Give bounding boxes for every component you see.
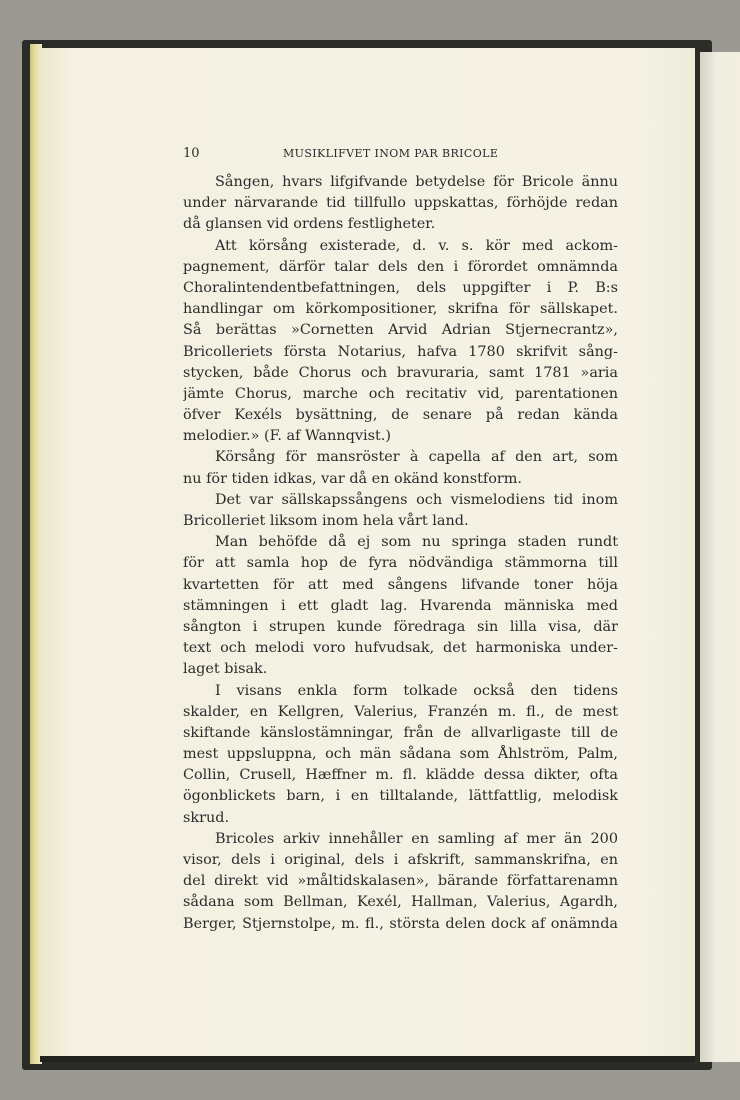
facing-page-edge	[700, 52, 740, 1062]
text-line: visor, dels i original, dels i afskrift, sammanskrifna, en	[183, 852, 618, 868]
text-line: ögonblickets barn, i en tilltalande, lättfattlig, melodisk	[183, 788, 618, 805]
text-line: text och melodi voro hufvudsak, det harmoniska under-	[183, 640, 618, 657]
text-line: för att samla hop de fyra nödvändiga stämmorna till	[183, 555, 618, 572]
text-line: skalder, en Kellgren, Valerius, Franzén m. fl., de mest	[183, 703, 618, 720]
text-line: öfver Kexéls bysättning, de senare på redan kända	[183, 407, 618, 424]
running-head	[183, 146, 618, 162]
page-bottom-shadow	[40, 1056, 695, 1062]
text-line: sångton i strupen kunde föredraga sin lilla visa, där	[183, 618, 618, 635]
text-line: jämte Chorus, marche och recitativ vid, parentationen	[183, 385, 618, 402]
text-line: nu för tiden idkas, var då en okänd konstform.	[183, 470, 522, 487]
text-line: Berger, Stjernstolpe, m. fl., största delen dock af onämnda	[183, 915, 618, 932]
text-line: under närvarande tid tillfullo uppskattas, förhöjde redan	[183, 195, 618, 212]
text-line: melodier.» (F. af Wannqvist.)	[183, 428, 391, 445]
running-title: MUSIKLIFVET INOM PAR BRICOLE	[283, 147, 499, 160]
text-line: Bricoles arkiv innehåller en samling af mer än 200	[215, 830, 618, 847]
text-line: kvartetten för att med sångens lifvande toner höja	[183, 576, 618, 593]
text-line: Det var sällskapssångens och vismelodiens tid inom	[215, 491, 618, 508]
text-line: laget bisak.	[183, 661, 268, 678]
text-line: då glansen vid ordens festligheter.	[183, 216, 436, 233]
text-line: del direkt vid »måltidskalasen», bärande författarenamn	[183, 873, 618, 890]
text-line: Choralintendentbefattningen, dels uppgifter i P. B:s	[183, 279, 618, 296]
text-line: Bricolleriets första Notarius, hafva 1780 skrifvit sång-	[183, 343, 618, 360]
text-line: stycken, både Chorus och bravuraria, samt 1781 »aria	[183, 364, 618, 381]
text-line: Så berättas »Cornetten Arvid Adrian Stjernecrantz»,	[183, 322, 618, 339]
body-text	[183, 172, 618, 935]
text-line: Körsång för mansröster à capella af den art, som	[215, 449, 618, 466]
text-line: sådana som Bellman, Kexél, Hallman, Valerius, Agardh,	[183, 894, 618, 911]
text-line: pagnement, därför talar dels den i förordet omnämnda	[183, 258, 618, 275]
text-line: Bricolleriet liksom inom hela vårt land.	[183, 513, 469, 529]
page-number: 10	[183, 146, 200, 161]
text-line: Man behöfde då ej som nu springa staden rundt	[215, 534, 618, 551]
text-line: Collin, Crusell, Hæffner m. fl. klädde dessa dikter, ofta	[183, 767, 618, 784]
text-line: skrud.	[183, 809, 230, 826]
text-line: Att körsång existerade, d. v. s. kör med ackom-	[215, 237, 618, 254]
text-line: stämningen i ett gladt lag. Hvarenda människa med	[183, 597, 618, 614]
text-line: handlingar om körkompositioner, skrifna för sällskapet.	[183, 301, 618, 318]
text-line: Sången, hvars lifgifvande betydelse för Bricole ännu	[215, 174, 618, 190]
text-line: I visans enkla form tolkade också den tidens	[215, 682, 618, 699]
text-line: mest uppsluppna, och män sådana som Åhlström, Palm,	[183, 746, 618, 763]
text-line: skiftande känslostämningar, från de allvarligaste till de	[183, 724, 618, 741]
